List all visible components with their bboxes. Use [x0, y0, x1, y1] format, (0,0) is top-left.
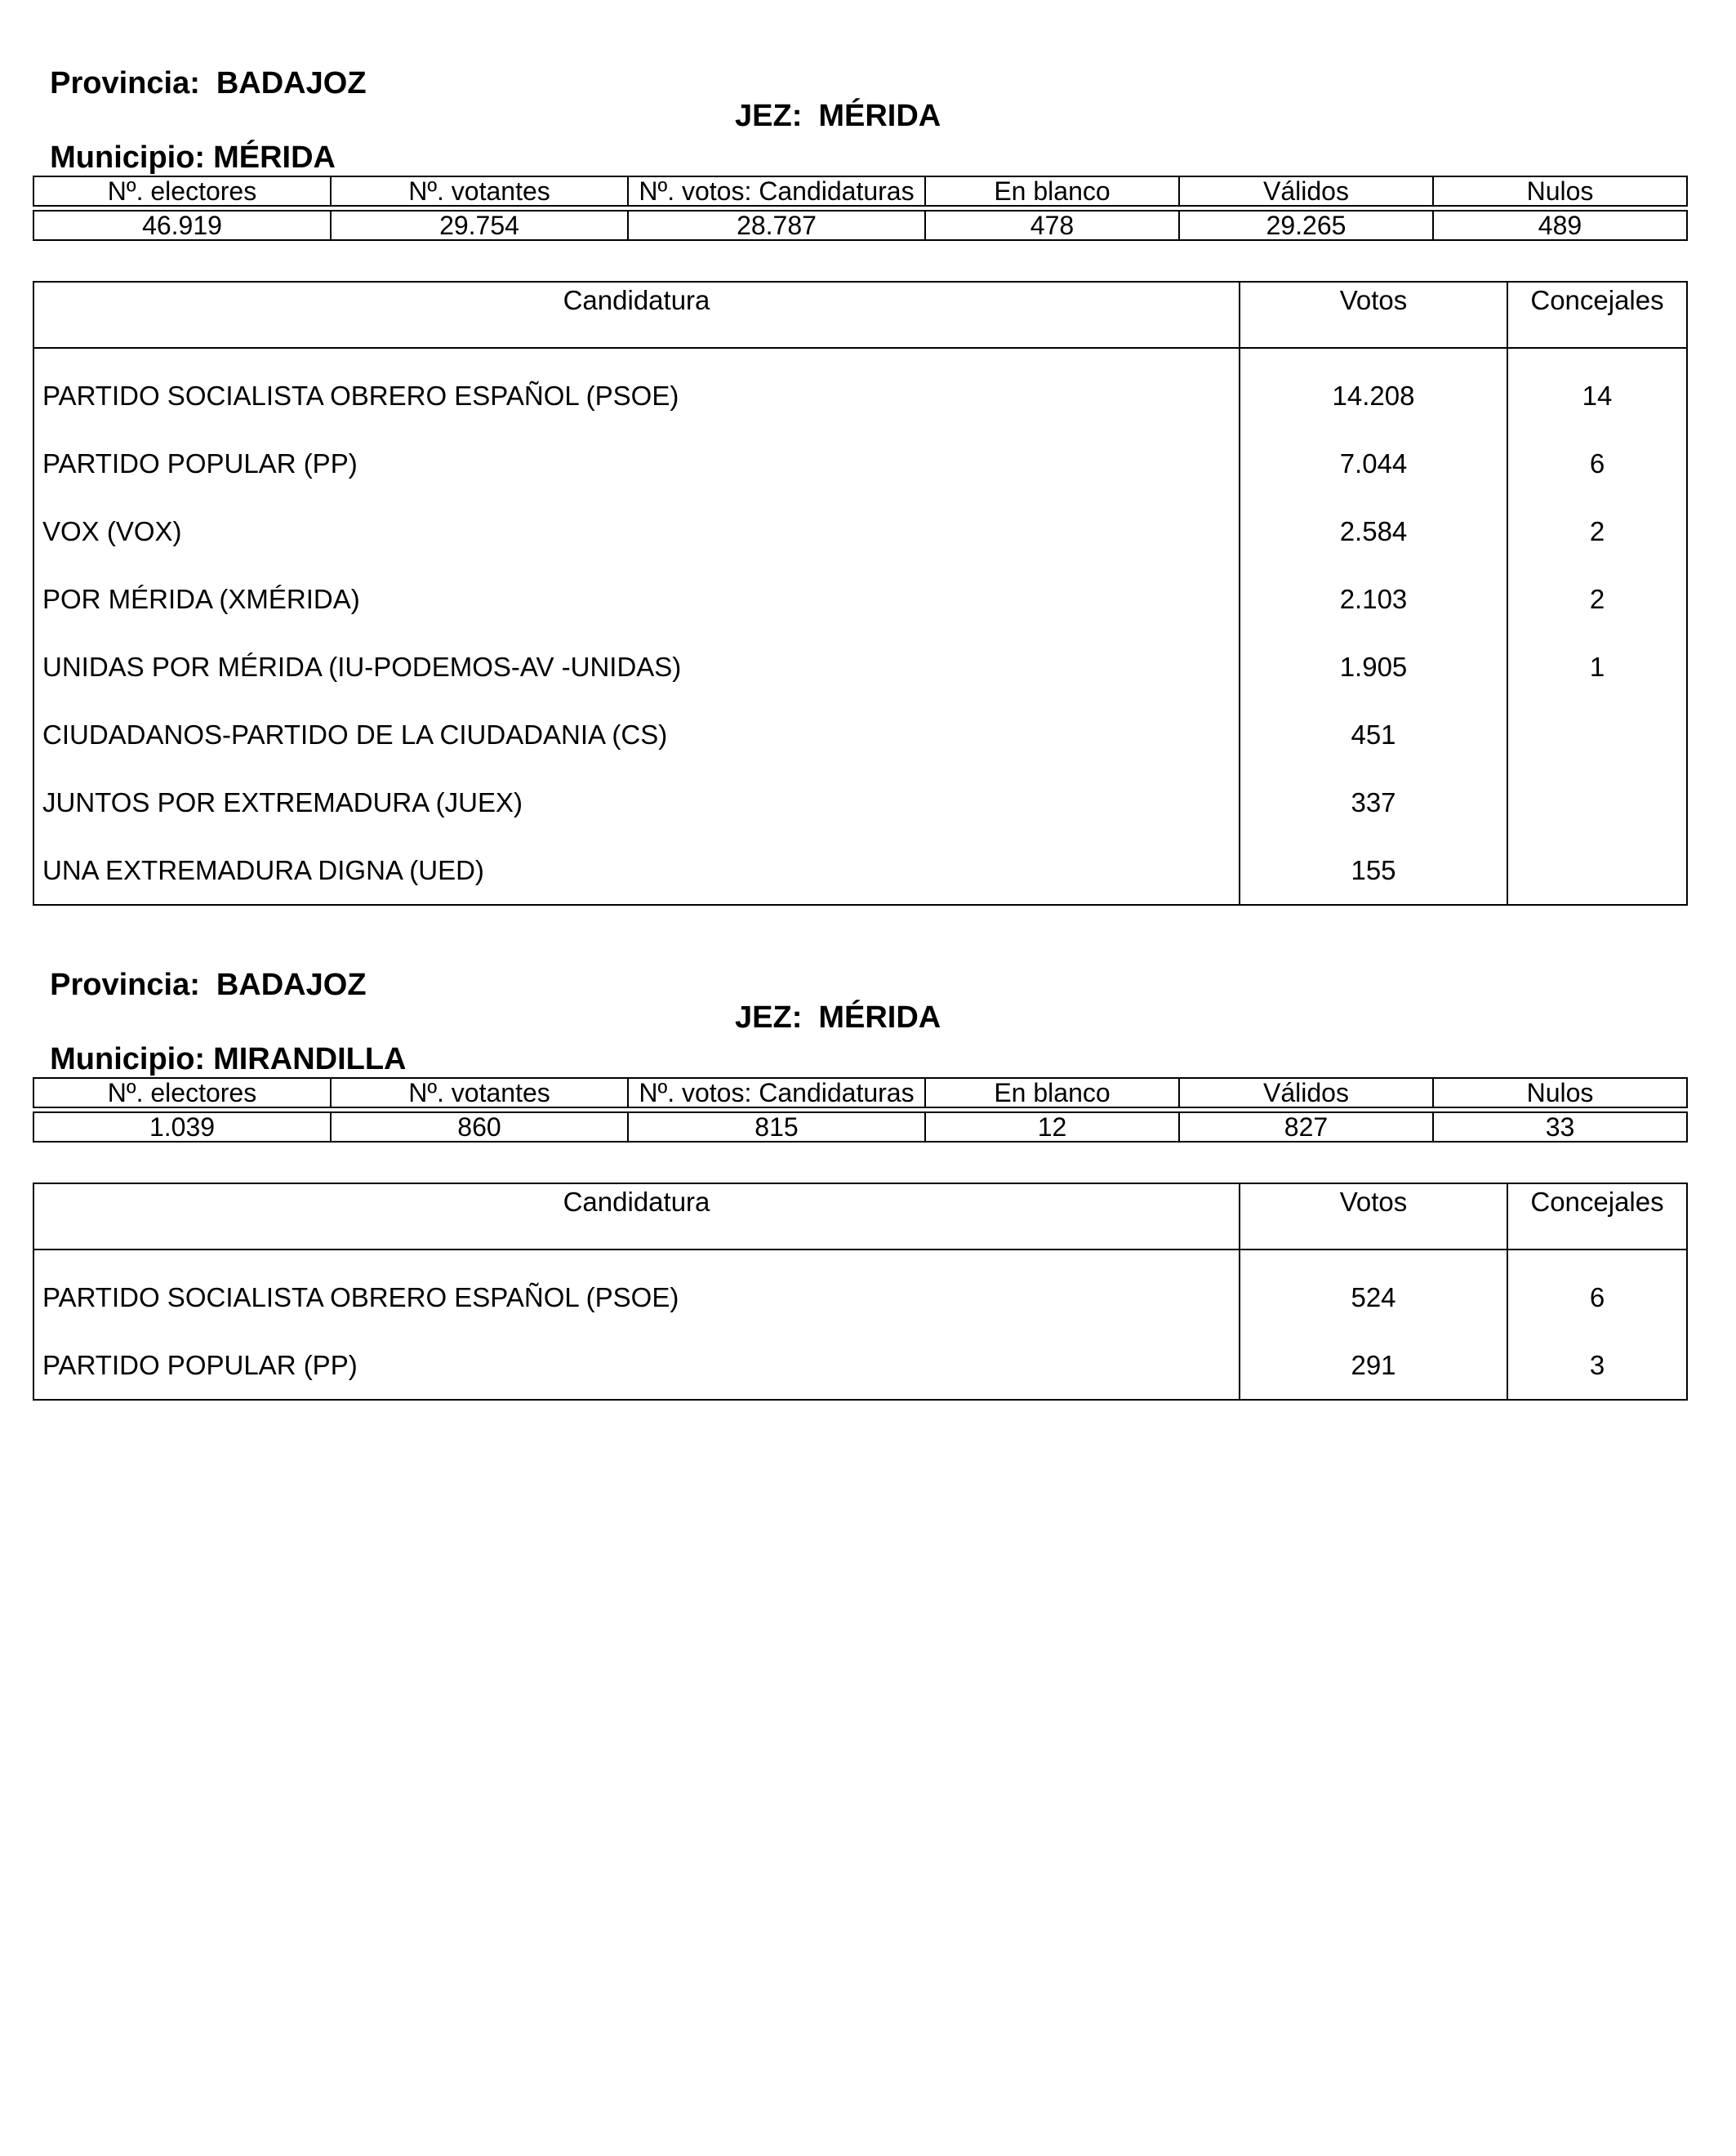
- summary-header: Nº. votantes: [331, 1078, 628, 1107]
- municipio-line: [33, 109, 336, 174]
- concejales-cell: 3: [1507, 1331, 1687, 1400]
- header-candidatura: Candidatura: [33, 1183, 1240, 1250]
- header-concejales: Concejales: [1507, 1183, 1687, 1250]
- table-row: [33, 565, 1687, 633]
- candidatura-cell: PARTIDO POPULAR (PP): [33, 430, 1240, 497]
- summary-table: [33, 176, 1688, 241]
- summary-value: 29.754: [331, 211, 628, 240]
- provincia-label: Provincia:: [50, 968, 200, 1002]
- concejales-cell: [1507, 701, 1687, 768]
- jez: [735, 100, 941, 132]
- summary-value: 29.265: [1179, 211, 1433, 240]
- candidatura-cell: JUNTOS POR EXTREMADURA (JUEX): [33, 768, 1240, 836]
- summary-header-row: [33, 176, 1687, 206]
- summary-header: Nº. electores: [33, 1078, 331, 1107]
- header-votos: Votos: [1240, 282, 1507, 348]
- votos-cell: 155: [1240, 836, 1507, 905]
- table-row: [33, 836, 1687, 905]
- candidatura-cell: PARTIDO SOCIALISTA OBRERO ESPAÑOL (PSOE): [33, 348, 1240, 430]
- provincia-value: BADAJOZ: [216, 968, 367, 1002]
- jez-label: JEZ:: [735, 99, 803, 133]
- header-candidatura: Candidatura: [33, 282, 1240, 348]
- votos-cell: 337: [1240, 768, 1507, 836]
- summary-header: Válidos: [1179, 176, 1433, 206]
- summary-value: 478: [925, 211, 1179, 240]
- summary-value-row: [33, 211, 1687, 240]
- summary-value: 815: [628, 1112, 925, 1142]
- table-row: [33, 1250, 1687, 1331]
- summary-value: 28.787: [628, 211, 925, 240]
- provincia-label: Provincia:: [50, 66, 200, 100]
- header-concejales: Concejales: [1507, 282, 1687, 348]
- summary-value: 860: [331, 1112, 628, 1142]
- jez: [735, 1001, 941, 1034]
- candidatura-cell: POR MÉRIDA (XMÉRIDA): [33, 565, 1240, 633]
- results-table: [33, 281, 1688, 906]
- concejales-cell: 14: [1507, 348, 1687, 430]
- candidatura-cell: UNIDAS POR MÉRIDA (IU-PODEMOS-AV -UNIDAS): [33, 633, 1240, 701]
- candidatura-cell: CIUDADANOS-PARTIDO DE LA CIUDADANIA (CS): [33, 701, 1240, 768]
- summary-header: En blanco: [925, 176, 1179, 206]
- table-row: [33, 348, 1687, 430]
- votos-cell: 2.103: [1240, 565, 1507, 633]
- header-votos: Votos: [1240, 1183, 1507, 1250]
- results-table: [33, 1183, 1688, 1401]
- jez-value: MÉRIDA: [818, 99, 941, 133]
- results-header-row: [33, 1183, 1687, 1250]
- provincia-value: BADAJOZ: [216, 66, 367, 100]
- concejales-cell: [1507, 836, 1687, 905]
- municipio-label: Municipio:: [50, 140, 206, 175]
- concejales-cell: 6: [1507, 430, 1687, 497]
- summary-header: En blanco: [925, 1078, 1179, 1107]
- votos-cell: 14.208: [1240, 348, 1507, 430]
- votos-cell: 524: [1240, 1250, 1507, 1331]
- summary-value: 12: [925, 1112, 1179, 1142]
- jez-value: MÉRIDA: [818, 1000, 941, 1035]
- summary-value: 46.919: [33, 211, 331, 240]
- summary-header: Nº. votos: Candidaturas: [628, 176, 925, 206]
- votos-cell: 2.584: [1240, 497, 1507, 565]
- summary-header: Nº. electores: [33, 176, 331, 206]
- table-row: [33, 633, 1687, 701]
- votos-cell: 451: [1240, 701, 1507, 768]
- table-row: [33, 497, 1687, 565]
- summary-value-row: [33, 1112, 1687, 1142]
- summary-header: Nulos: [1433, 1078, 1687, 1107]
- summary-header-row: [33, 1078, 1687, 1107]
- jez-label: JEZ:: [735, 1000, 803, 1035]
- concejales-cell: [1507, 768, 1687, 836]
- results-header-row: [33, 282, 1687, 348]
- summary-header: Nº. votos: Candidaturas: [628, 1078, 925, 1107]
- summary-header: Nulos: [1433, 176, 1687, 206]
- summary-value: 827: [1179, 1112, 1433, 1142]
- summary-header: Nº. votantes: [331, 176, 628, 206]
- concejales-cell: 1: [1507, 633, 1687, 701]
- candidatura-cell: VOX (VOX): [33, 497, 1240, 565]
- summary-value: 489: [1433, 211, 1687, 240]
- candidatura-cell: UNA EXTREMADURA DIGNA (UED): [33, 836, 1240, 905]
- table-row: [33, 430, 1687, 497]
- concejales-cell: 2: [1507, 497, 1687, 565]
- municipio-label: Municipio:: [50, 1042, 206, 1076]
- summary-header: Válidos: [1179, 1078, 1433, 1107]
- concejales-cell: 6: [1507, 1250, 1687, 1331]
- votos-cell: 1.905: [1240, 633, 1507, 701]
- candidatura-cell: PARTIDO POPULAR (PP): [33, 1331, 1240, 1400]
- votos-cell: 291: [1240, 1331, 1507, 1400]
- concejales-cell: 2: [1507, 565, 1687, 633]
- table-row: [33, 768, 1687, 836]
- table-row: [33, 701, 1687, 768]
- municipio-value: MIRANDILLA: [213, 1042, 407, 1076]
- municipio-line: [33, 1010, 407, 1076]
- votos-cell: 7.044: [1240, 430, 1507, 497]
- table-row: [33, 1331, 1687, 1400]
- summary-value: 1.039: [33, 1112, 331, 1142]
- candidatura-cell: PARTIDO SOCIALISTA OBRERO ESPAÑOL (PSOE): [33, 1250, 1240, 1331]
- summary-value: 33: [1433, 1112, 1687, 1142]
- summary-table: [33, 1077, 1688, 1143]
- municipio-value: MÉRIDA: [213, 140, 336, 175]
